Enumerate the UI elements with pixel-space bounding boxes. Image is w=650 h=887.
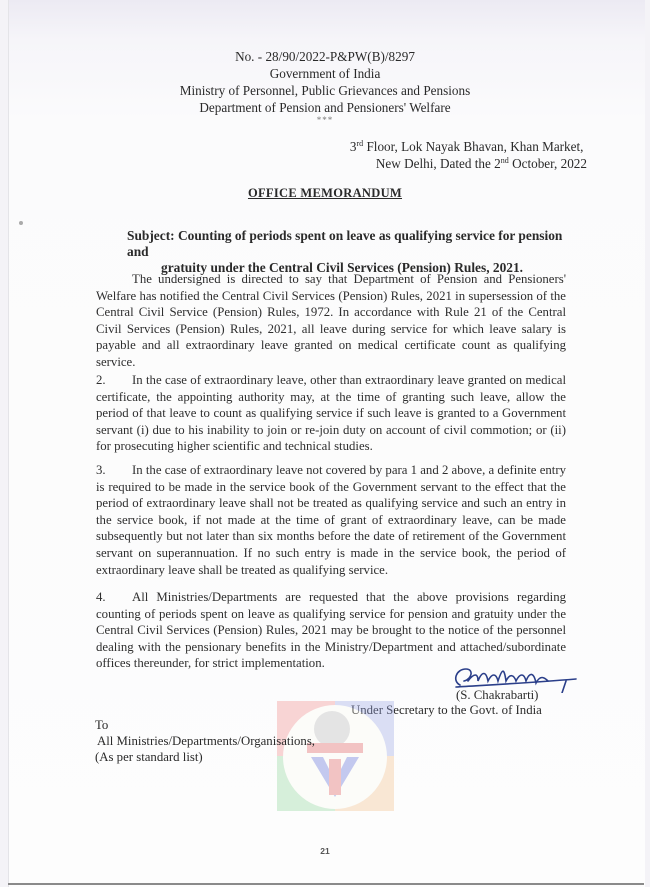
paragraph-text: In the case of extraordinary leave, other than extraordinary leave granted on medical certificate, the appointing authority may, at the time of granting such leave, allow the period of that leave to count as qualifying service if such leave is granted to a Government servant (i) due to his inability to join or re-join duty on account of civil commotion; or (ii) for prosecuting higher scientific and technical studies. — [96, 373, 566, 454]
subject-line-1: Subject: Counting of periods spent on leave as qualifying service for pension and — [127, 228, 563, 259]
paragraph-3 — [96, 462, 566, 578]
government-name: Government of India — [269, 66, 381, 81]
date-month-year: October, 2022 — [508, 156, 587, 171]
paragraph-text: In the case of extraordinary leave not covered by para 1 and 2 above, a definite entry is required to be made in the service book of the Government servant to the effect that the period of extraordinary leave shall not be treated as qualifying service and such an entry in the service book, if not made at the time of grant of extraordinary leave, can be made subsequently but not later than six months before the date of retirement of the Government servant on superannuation. If no such entry is made in the service book, the period of extraordinary leave shall be treated as qualifying service. — [96, 463, 566, 577]
paragraph-1 — [96, 271, 566, 371]
floor-suffix: rd — [356, 139, 364, 148]
signatory-name: (S. Chakrabarti) — [456, 688, 539, 702]
subject — [127, 228, 567, 276]
department-name: Department of Pension and Pensioners' Welfare — [199, 100, 451, 115]
paragraph-4 — [96, 589, 566, 672]
address-line-1 — [350, 138, 587, 155]
paragraph-number: 2. — [96, 373, 106, 387]
file-number: No. - 28/90/2022-P&PW(B)/8297 — [235, 49, 415, 64]
date-line — [350, 155, 587, 172]
paragraph-number: 4. — [96, 590, 106, 604]
subject-line-2: gratuity under the Central Civil Services (Pension) Rules, 2021. — [161, 260, 524, 275]
paragraph-2 — [96, 372, 566, 455]
recipients-line-1: All Ministries/Departments/Organisations, — [97, 734, 315, 748]
page-bottom-edge — [8, 883, 644, 885]
date-prefix: New Delhi, Dated the 2 — [375, 156, 501, 171]
separator: *** — [316, 115, 334, 125]
memo-title: OFFICE MEMORANDUM — [247, 186, 403, 200]
letterhead — [0, 48, 650, 125]
recipients-line-2: (As per standard list) — [95, 750, 203, 764]
address-block — [350, 138, 587, 172]
address-text: Floor, Lok Nayak Bhavan, Khan Market, — [363, 139, 584, 154]
paragraph-text: The undersigned is directed to say that Department of Pension and Pensioners' Welfare has notified the Central Civil Services (Pension) Rules, 2021 in supersession of the Central Civil Service (Pension) Rules, 1972. In accordance with Rule 21 of the Central Civil Services (Pension) Rules, 2021, all leave during service for which leave salary is payable and all extraordinary leave granted on medical certificate count as qualifying service. — [96, 272, 566, 369]
to-label: To — [95, 718, 109, 732]
scan-speck — [19, 221, 23, 225]
signatory-designation: Under Secretary to the Govt. of India — [351, 703, 542, 717]
floor-number: 3 — [349, 139, 357, 154]
ministry-name: Ministry of Personnel, Public Grievances and Pensions — [179, 83, 471, 98]
page-number: 21 — [320, 846, 330, 856]
date-suffix: nd — [500, 156, 509, 165]
paragraph-number: 3. — [96, 463, 106, 477]
paragraph-text: All Ministries/Departments are requested that the above provisions regarding counting of periods spent on leave as qualifying service for pension and gratuity under the Central Civil Services (Pension) Rules, 2021 may be brought to the notice of the personnel dealing with the pensionary benefits in the Ministry/Department and attached/subordinate offices thereunder, for strict implementation. — [96, 590, 566, 671]
recipients-block — [95, 717, 315, 765]
